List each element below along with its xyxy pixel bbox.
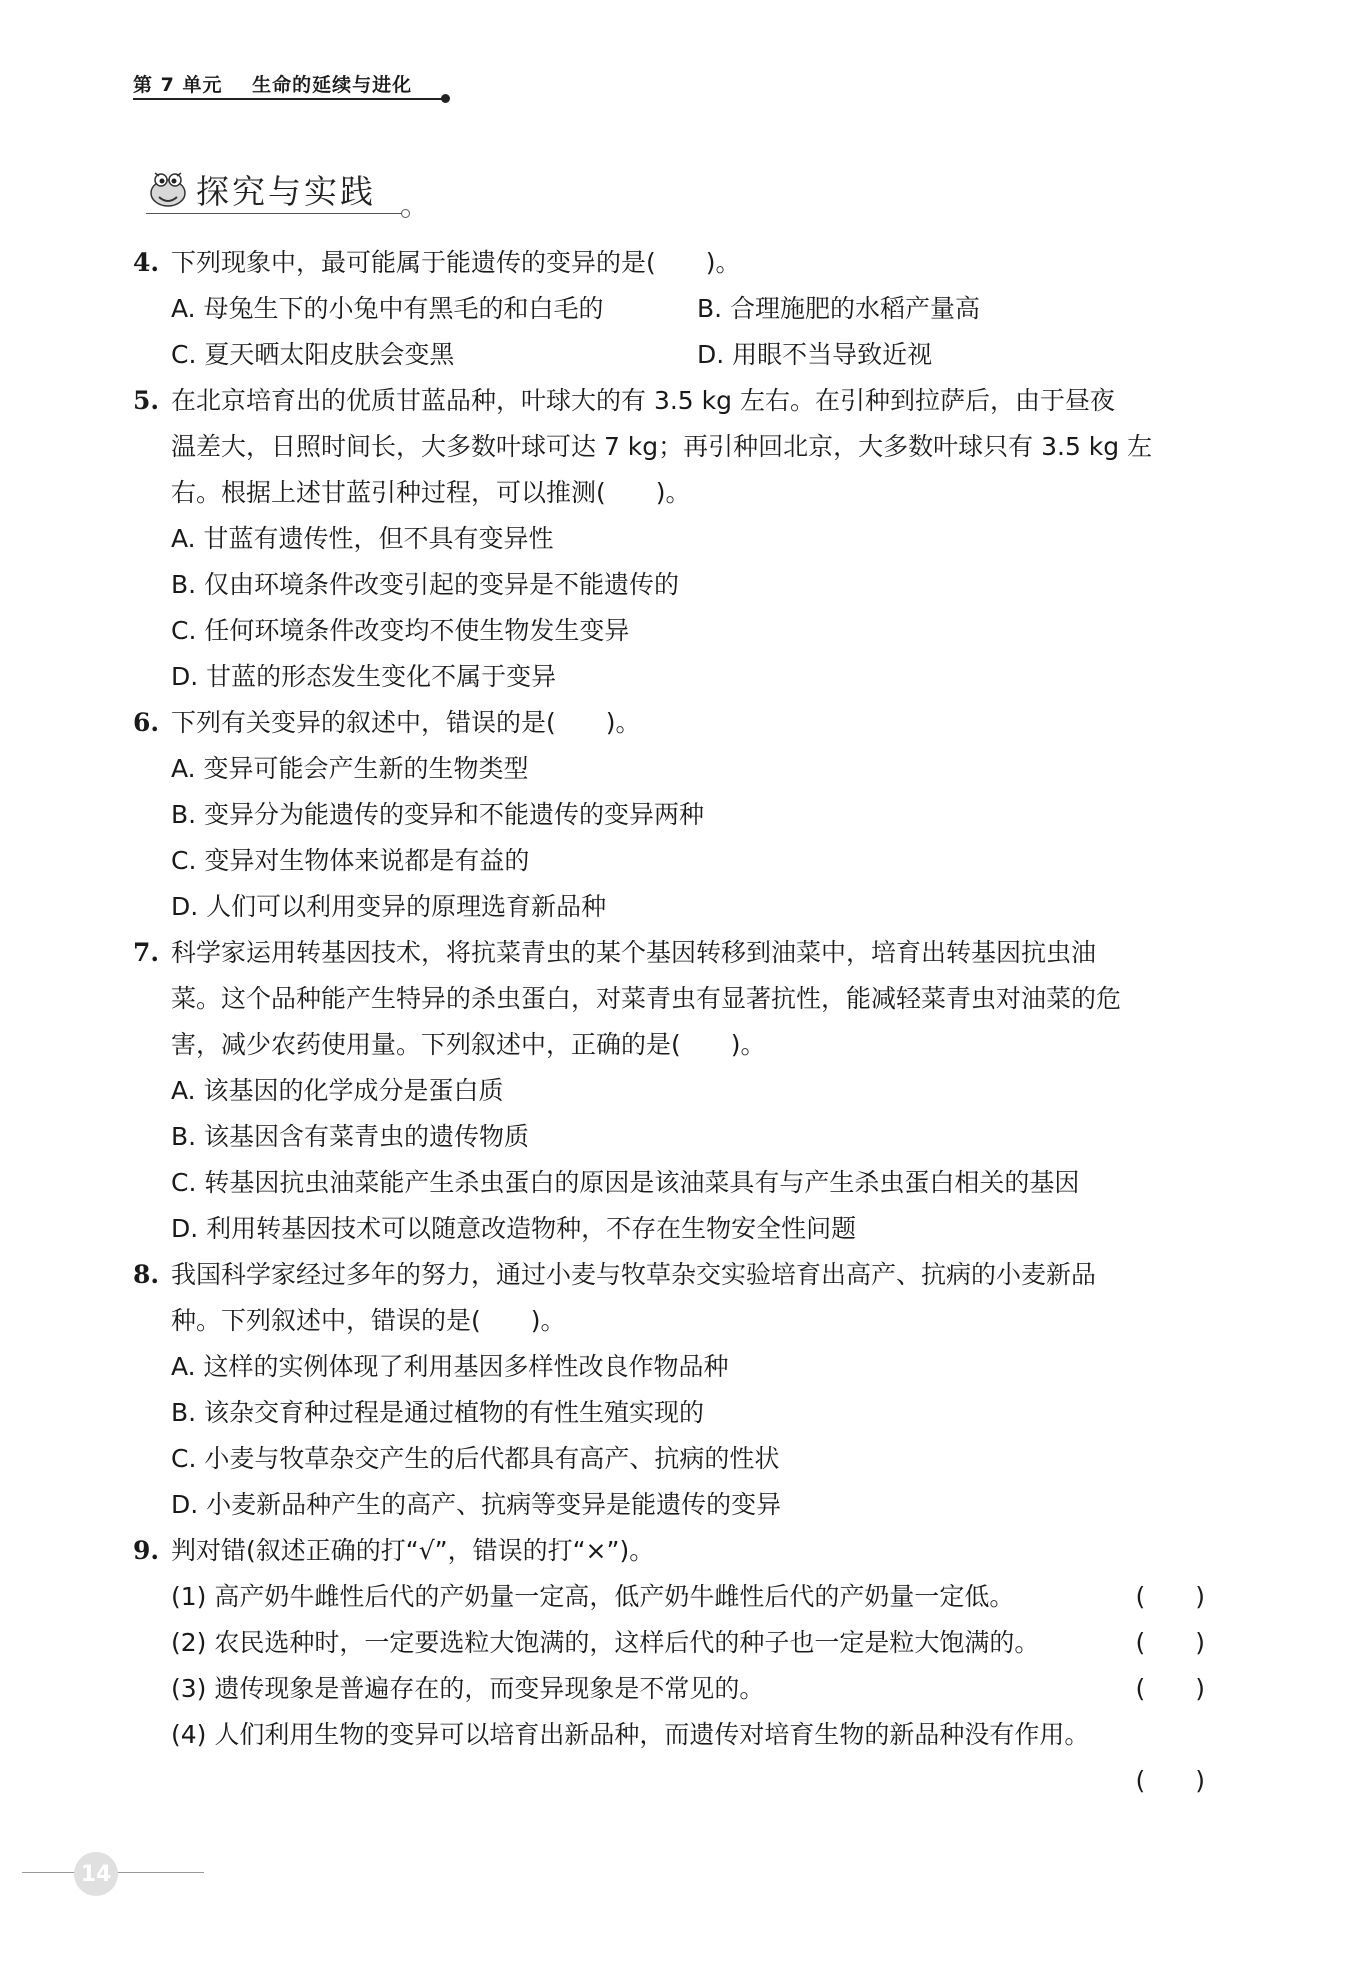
mascot-icon (146, 167, 190, 211)
question-stem: 在北京培育出的优质甘蓝品种，叶球大的有 3.5 kg 左右。在引种到拉萨后，由于昼夜 (171, 386, 1115, 415)
header-rule-dot (441, 94, 450, 103)
question-6 (133, 700, 1205, 746)
judge-statement: (2) 农民选种时，一定要选粒大饱满的，这样后代的种子也一定是粒大饱满的。 (171, 1628, 1040, 1657)
question-4 (133, 240, 1205, 286)
question-stem: 种。下列叙述中，错误的是( )。 (171, 1306, 566, 1335)
judge-statement: (1) 高产奶牛雌性后代的产奶量一定高，低产奶牛雌性后代的产奶量一定低。 (171, 1582, 1015, 1611)
question-stem: 判对错(叙述正确的打“√”，错误的打“×”)。 (171, 1536, 655, 1565)
question-stem: 右。根据上述甘蓝引种过程，可以推测( )。 (171, 478, 691, 507)
answer-blank[interactable]: ( ) (1135, 1628, 1205, 1657)
unit-title: 生命的延续与进化 (252, 74, 413, 96)
option-d: D. 小麦新品种产生的高产、抗病等变异是能遗传的变异 (171, 1490, 782, 1519)
option-row (133, 332, 1205, 378)
option-d: D. 人们可以利用变异的原理选育新品种 (171, 892, 607, 921)
question-8 (133, 1252, 1205, 1344)
option-row (133, 286, 1205, 332)
question-number: 8. (133, 1260, 160, 1289)
question-number: 9. (133, 1536, 160, 1565)
option-c: C. 转基因抗虫油菜能产生杀虫蛋白的原因是该油菜具有与产生杀虫蛋白相关的基因 (171, 1168, 1080, 1197)
option-a: A. 该基因的化学成分是蛋白质 (171, 1076, 504, 1105)
unit-number: 第 7 单元 (133, 74, 223, 96)
option-a: A. 甘蓝有遗传性，但不具有变异性 (171, 524, 554, 553)
judge-statement: (3) 遗传现象是普遍存在的，而变异现象是不常见的。 (171, 1674, 765, 1703)
question-stem: 下列现象中，最可能属于能遗传的变异的是( )。 (171, 248, 741, 277)
answer-blank[interactable]: ( ) (1135, 1582, 1205, 1611)
question-number: 4. (133, 248, 160, 277)
question-stem: 菜。这个品种能产生特异的杀虫蛋白，对菜青虫有显著抗性，能减轻菜青虫对油菜的危 (171, 984, 1122, 1013)
option-c: C. 小麦与牧草杂交产生的后代都具有高产、抗病的性状 (171, 1444, 780, 1473)
question-stem: 温差大，日照时间长，大多数叶球可达 7 kg；再引种回北京，大多数叶球只有 3.5 kg 左 (171, 432, 1153, 461)
header-rule (133, 98, 445, 100)
option-b: B. 该基因含有菜青虫的遗传物质 (171, 1122, 530, 1151)
option-c: C. 夏天晒太阳皮肤会变黑 (171, 340, 455, 369)
unit-header (133, 70, 412, 97)
section-rule (146, 213, 404, 214)
judge-item: (4) 人们利用生物的变异可以培育出新品种，而遗传对培育生物的新品种没有作用。 (171, 1720, 1090, 1749)
judge-item (133, 1620, 1205, 1666)
judge-item (133, 1666, 1205, 1712)
question-stem: 害，减少农药使用量。下列叙述中，正确的是( )。 (171, 1030, 766, 1059)
option-b: B. 合理施肥的水稻产量高 (697, 294, 981, 323)
question-number: 5. (133, 386, 160, 415)
option-a: A. 变异可能会产生新的生物类型 (171, 754, 529, 783)
option-a: A. 这样的实例体现了利用基因多样性改良作物品种 (171, 1352, 729, 1381)
option-c: C. 任何环境条件改变均不使生物发生变异 (171, 616, 630, 645)
option-a: A. 母兔生下的小兔中有黑毛的和白毛的 (171, 294, 604, 323)
judge-item (133, 1574, 1205, 1620)
option-d: D. 甘蓝的形态发生变化不属于变异 (171, 662, 557, 691)
section-heading (146, 164, 376, 214)
answer-blank[interactable]: ( ) (1135, 1674, 1205, 1703)
section-rule-dot (401, 209, 410, 218)
option-b: B. 仅由环境条件改变引起的变异是不能遗传的 (171, 570, 680, 599)
question-7 (133, 930, 1205, 1068)
answer-blank[interactable]: ( ) (1135, 1766, 1205, 1795)
option-d: D. 利用转基因技术可以随意改造物种，不存在生物安全性问题 (171, 1214, 857, 1243)
question-9 (133, 1528, 1205, 1574)
question-stem: 科学家运用转基因技术，将抗菜青虫的某个基因转移到油菜中，培育出转基因抗虫油 (171, 938, 1097, 967)
question-5 (133, 378, 1205, 516)
option-b: B. 该杂交育种过程是通过植物的有性生殖实现的 (171, 1398, 705, 1427)
question-list (133, 240, 1205, 1804)
page-number: 14 (74, 1852, 118, 1896)
option-c: C. 变异对生物体来说都是有益的 (171, 846, 530, 875)
question-number: 7. (133, 938, 160, 967)
section-title: 探究与实践 (196, 171, 376, 211)
question-stem: 下列有关变异的叙述中，错误的是( )。 (171, 708, 641, 737)
option-b: B. 变异分为能遗传的变异和不能遗传的变异两种 (171, 800, 705, 829)
option-d: D. 用眼不当导致近视 (697, 340, 933, 369)
question-number: 6. (133, 708, 160, 737)
question-stem: 我国科学家经过多年的努力，通过小麦与牧草杂交实验培育出高产、抗病的小麦新品 (171, 1260, 1097, 1289)
